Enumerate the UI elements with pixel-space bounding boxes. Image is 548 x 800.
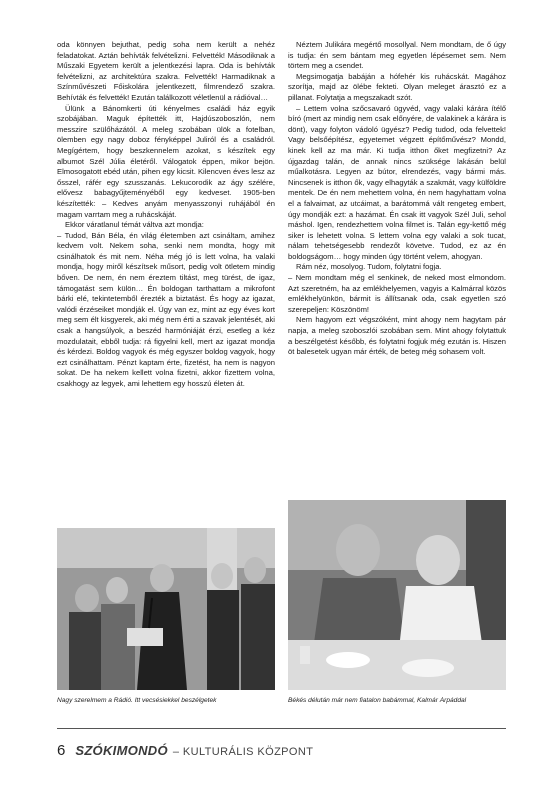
paragraph: Nem hagyom ezt végszóként, mint ahogy nem hagytam pár napja, a meleg szoboszlói szobában sem. Mint ahogy folytattuk a beszélgetést később, és folytatni fogjuk még ezután is. Hiszen öt balesetek ugyan már érték, de beteg még sohasem volt. (288, 315, 506, 357)
photo-caption-right: Békés délután már nem fiatalon babámmal, Kalmár Árpáddal (288, 697, 467, 704)
paragraph: – Lettem volna szőcsavaró ügyvéd, vagy valaki kárára ítélő bíró (mert az mindig nem csak előnyére, de valakinek a kárára is dönt), vagy folyton vádoló ügyész? Pedig tudod, oda felvettek! Vagy belsőépítész, egyetemet végzett építőművész? Mondd, kinek kell az ma már. Ki tudja itthon őket megfizetni? Az újgazdag talán, de annak nincs szüksége lakásán belül műalkotásra. Legyen az bútor, elrendezés, vagy bármi más. Nincsenek is itthon ők, vagy elhagyták a szakmát, vagy külföldre mentek. De én nem mehettem volna, én nem hagyhattam volna el a falvaimat, az utcáimat, a barátommá vált rengeteg embert, úgy mondják ezt: a hazámat. Én csak itt vagyok Szél Juli, sehol máshol. Igen, rendezhettem volna filmet is. Talán egy-kettő még siker is lehetett volna. S lettem volna egy valaki a sok tucat, nálam tehetségesebb rendezőt követve. Tudod, ez az én boldogságom… hogy minden úgy történt velem, ahogyan. (288, 103, 506, 261)
left-column (57, 40, 275, 390)
publication-subtitle: – KULTURÁLIS KÖZPONT (172, 746, 314, 758)
page-number: 6 (57, 742, 66, 759)
paragraph: Megsimogatja babáján a hófehér kis ruhácskát. Magához szorítja, majd az ölébe fekteti. Olyan meleget árasztó ez a pillanat. Folytatja a megszakadt szót. (288, 71, 506, 102)
publication-logo: SZÓKIMONDÓ (75, 743, 168, 758)
paragraph: Ülünk a Bánomkerti úti kényelmes családi ház egyik szobájában. Maguk építették itt, Hajdúszoboszlón, nem messzire szülőházától. A meleg szobában ülök a fotelban, ölemben egy nagy doboz fényképpel Juliról és a családról. Megígértem, hogy beszkennelem azokat, s készítek egy albumot Szél Júlia életéről. Válogatok éppen, mikor bejön. Elmosogatott ebéd után, pihen egy kicsit. Kilencven éves lesz az ősszel, ráfér egy szusszanás. Lekucorodik az ágy szélére, elővesz babagyűjteményéből egy kedveset. 1905-ben készítették: – Kedves anyám menyasszonyi ruhájából én magam varrtam meg a ruhácskáját. (57, 103, 275, 219)
paragraph: oda könnyen bejuthat, pedig soha nem került a nehéz feladatokat. Aztán behívták felvételizni. Felvették! Másodiknak a Műszaki Egyetem került a jelentkezési lapra. Oda is behívták felvételizni, az architektúra szakra. Felvették! Harmadiknak a Színművészeti Főiskolára jelentkezett, filmrendező szakra. Behívták és felvették! Ezután találkozott véletlenül a rádióval… (57, 40, 275, 102)
paragraph: Rám néz, mosolyog. Tudom, folytatni fogja. (296, 262, 442, 272)
paragraph: Ekkor váratlanul témát váltva azt mondja: (65, 220, 204, 230)
paragraph: – Nem mondtam még el senkinek, de neked most elmondom. Azt szeretném, ha az emlékhelyemen, vagyis a Kalmárral közös emlékhelyünkön, bármit is állítsanak oda, csak egyetlen szó szerepeljen: Köszönöm! (288, 273, 506, 314)
paragraph: Néztem Julikára megértő mosollyal. Nem mondtam, de ő úgy is tudja: én sem bántam meg egyetlen lépésemet sem. Nem törtem meg a csendet. (288, 40, 506, 71)
photo-radio-interview (57, 528, 275, 690)
photo-afternoon (288, 500, 506, 690)
photo-caption-left: Nagy szerelmem a Rádió. Itt vecsésiekkel beszélgetek (57, 697, 217, 704)
footer-divider (57, 728, 506, 729)
footer (57, 742, 313, 759)
paragraph: – Tudod, Bán Béla, én világ életemben azt csináltam, amihez kedvem volt. Nekem soha, senki nem mondta, hogy mit csinálhatok és mit nem. Néha még jó is lett volna, ha valaki mondja, hogy miről készítsek műsort, pedig volt ötletem mindig bőven. De nem, én nem éreztem tiltást, meg türést, de igaz, támogatást sem külön… Én boldogan tarthattam a mikrofont bárki elé, tekintetemből érezték a biztatást. És hogy az igazat, valódi érzéseiket mondják el. Úgy van ez, mint az egy éves kort meg sem élt kisgyerek, aki még nem érti a szavak jelentését, aki csak a hangsúlyok, a beszéd harmóniáját érzi, esetleg a kéz mozdulatait, ebből tudja: rá figyelni kell, mert az igazat mondja és kérdezi. Boldog vagyok és még egyszer boldog vagyok, hogy ezt csinálhattam. Pénzt kaptam érte, fizetést, ha nem is nagyon sokat. De ha nekem kellett volna fizetni, akkor fizettem volna, csakhogy az legyek, ami lehettem egy hosszú életen át. (57, 230, 275, 388)
right-column (288, 40, 506, 358)
